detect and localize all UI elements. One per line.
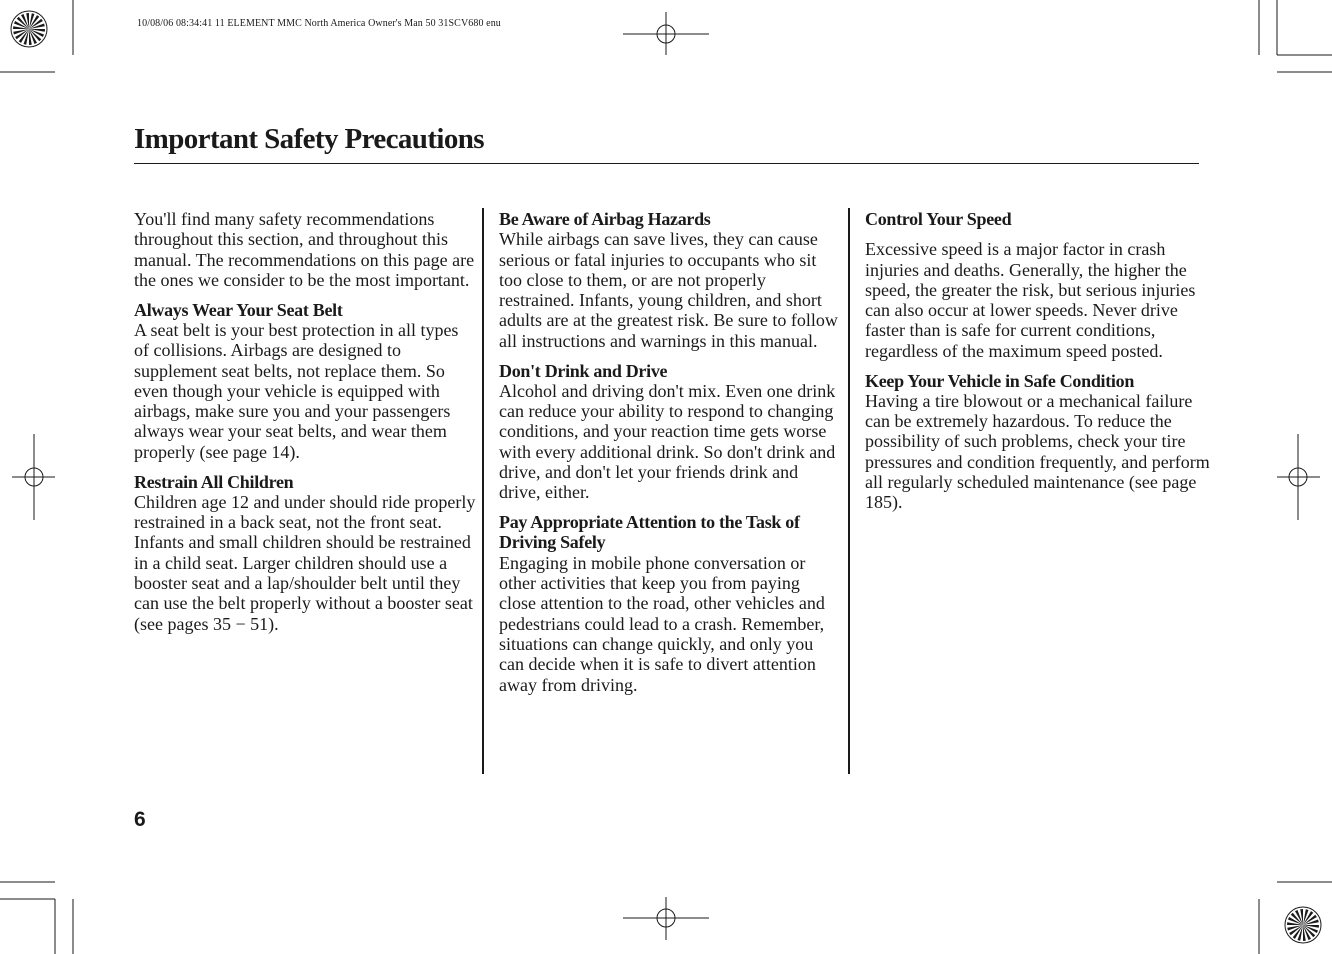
- column-3: [865, 209, 1210, 522]
- section-body-control-speed: Excessive speed is a major factor in crash injuries and deaths. Generally, the higher the speed, the greater the risk, but serious injuries can also occur at lower speeds. Never drive faster than is safe for current conditions, regardless of the maximum speed posted.: [865, 239, 1196, 361]
- section-heading-airbag-hazards: Be Aware of Airbag Hazards: [499, 209, 711, 229]
- section-body-seat-belt: A seat belt is your best protection in all types of collisions. Airbags are designed to supplement seat belts, not replace them. So even though your vehicle is equipped with airbags, make sure you and your passengers always wear your seat belts, and wear them properly (see page 14).: [134, 319, 459, 462]
- title-rule: [134, 163, 1199, 164]
- column-2: [499, 209, 841, 704]
- section-heading-safe-condition: Keep Your Vehicle in Safe Condition: [865, 370, 1135, 391]
- print-slug-line: 10/08/06 08:34:41 11 ELEMENT MMC North America Owner's Man 50 31SCV680 enu: [137, 18, 501, 29]
- section-heading-drink-drive: Don't Drink and Drive: [499, 360, 668, 381]
- section-body-restrain-children: Children age 12 and under should ride properly restrained in a back seat, not the front seat. Infants and small children should be restrained in a child seat. Larger children should use a booster seat and a lap/shoulder belt until they can use the belt properly without a booster seat (see pages 35 − 51).: [134, 491, 476, 634]
- column-divider: [848, 208, 850, 774]
- section-heading-attention: Pay Appropriate Attention to the Task of Driving Safely: [499, 512, 800, 553]
- section-body-drink-drive: Alcohol and driving don't mix. Even one drink can reduce your ability to respond to changing conditions, and your reaction time gets worse with every additional drink. So don't drink and drive, and don't let your friends drink and drive, either.: [499, 380, 836, 503]
- registration-target-top: [623, 12, 709, 55]
- section-heading-seat-belt: Always Wear Your Seat Belt: [134, 299, 343, 320]
- intro-paragraph: You'll find many safety recommendations throughout this section, and throughout this manual. The recommendations on this page are the ones we consider to be the most important.: [134, 209, 475, 290]
- page-number: 6: [134, 808, 146, 831]
- page-title: Important Safety Precautions: [134, 123, 484, 155]
- starburst-mark-bottom-right: [1285, 907, 1321, 943]
- section-heading-control-speed: Control Your Speed: [865, 209, 1012, 229]
- column-1: [134, 209, 476, 643]
- column-divider: [482, 208, 484, 774]
- section-body-attention: Engaging in mobile phone conversation or other activities that keep you from paying close attention to the road, other vehicles and pedestrians could lead to a crash. Remember, situations can change quickly, and only you can decide when it is safe to divert attention away from driving.: [499, 552, 825, 695]
- registration-target-bottom: [623, 897, 709, 940]
- starburst-mark-top-left: [11, 11, 47, 47]
- section-body-airbag-hazards: While airbags can save lives, they can cause serious or fatal injuries to occupants who sit too close to them, or are not properly restrained. Infants, young children, and short adults are at the greatest risk. Be sure to follow all instructions and warnings in this manual.: [499, 229, 838, 351]
- section-body-safe-condition: Having a tire blowout or a mechanical failure can be extremely hazardous. To reduce the possibility of such problems, check your tire pressures and condition frequently, and perform all regularly scheduled maintenance (see page 185).: [865, 390, 1210, 513]
- registration-target-left: [12, 434, 55, 520]
- section-heading-restrain-children: Restrain All Children: [134, 471, 294, 492]
- registration-target-right: [1277, 434, 1320, 520]
